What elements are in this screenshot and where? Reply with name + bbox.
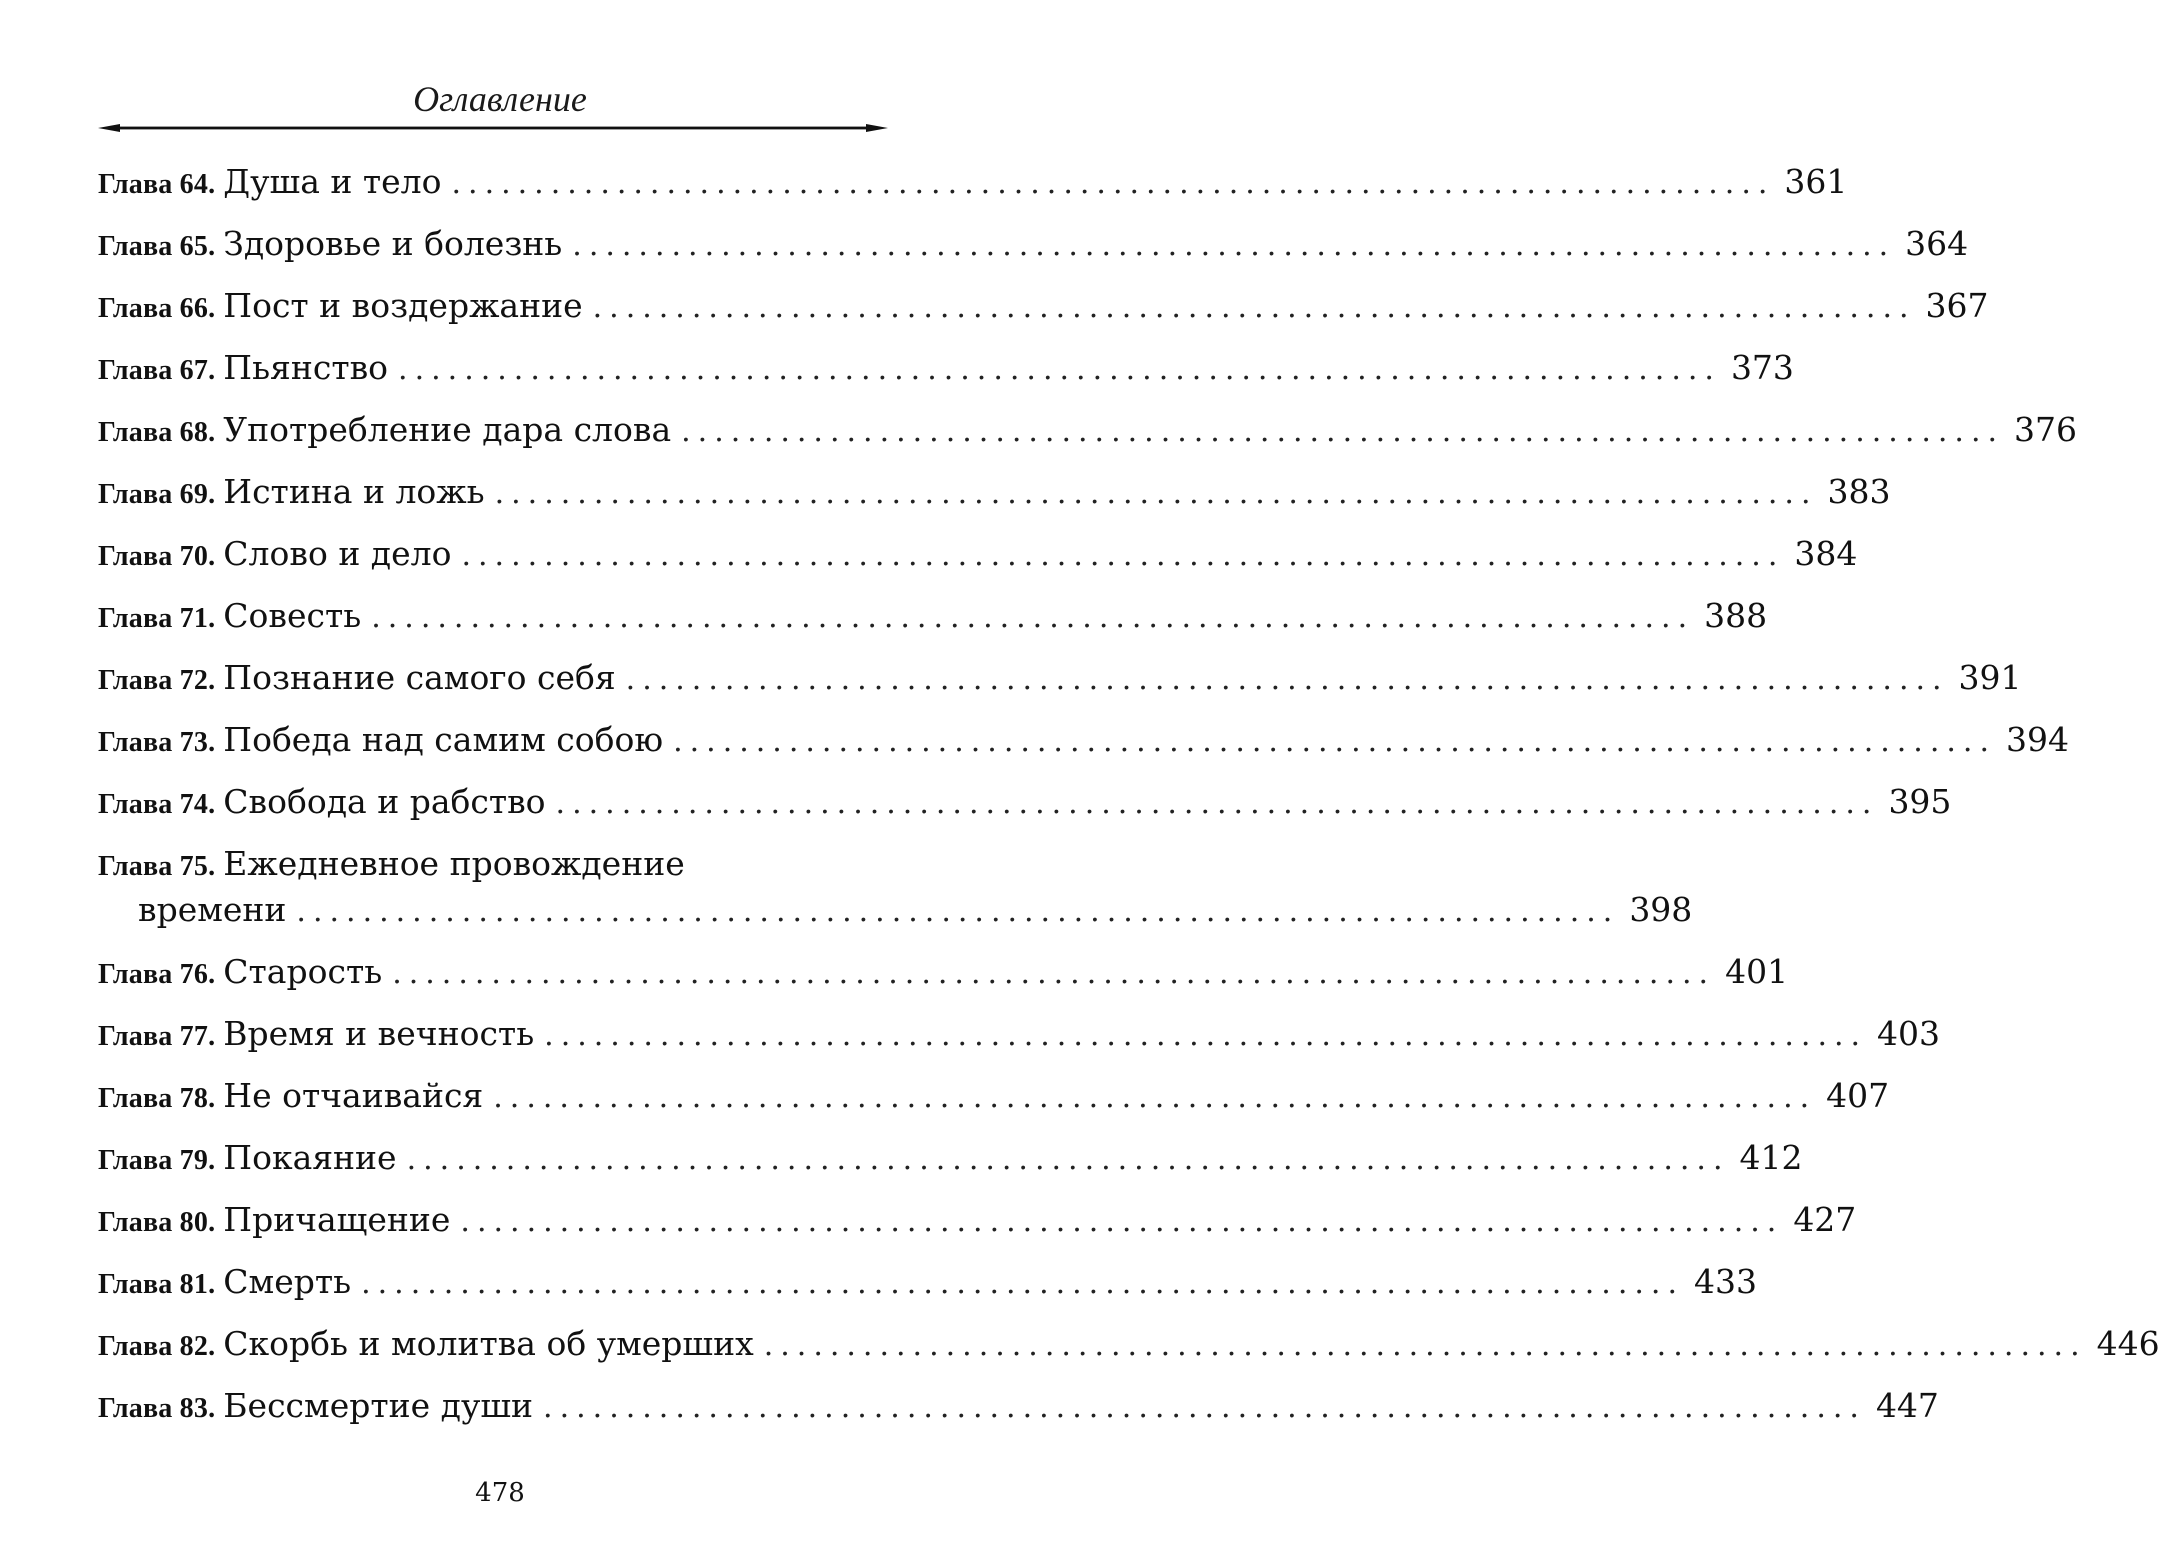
chapter-label: Глава 77. [98,1021,216,1052]
toc-entry [98,1324,2160,1386]
page-number: 478 [475,1478,525,1508]
chapter-label: Глава 72. [98,665,216,696]
page-ref: 395 [1888,782,1952,821]
dot-leader: ................................................................................ [361,1266,1684,1301]
dot-leader: ................................................................................ [544,1018,1868,1053]
page-ref: 384 [1794,534,1858,573]
page-ref: 361 [1784,162,1848,201]
page-ref: 394 [2005,720,2069,759]
chapter-title: Совесть [223,596,362,635]
dot-leader: ................................................................................ [494,476,1818,511]
page-ref: 388 [1704,596,1768,635]
toc-entry [98,844,1693,952]
dot-leader: ................................................................................ [392,956,1716,991]
chapter-title: Свобода и рабство [223,782,546,821]
toc-entry [98,224,1969,286]
toc-entry [98,410,2078,472]
toc-entry [98,348,1794,410]
chapter-label: Глава 73. [98,727,216,758]
dot-leader: ................................................................................ [398,352,1721,387]
chapter-label: Глава 71. [98,603,216,634]
chapter-label: Глава 75. [98,851,216,882]
chapter-label: Глава 78. [98,1083,216,1114]
page-ref: 398 [1629,890,1693,929]
dot-leader: ................................................................................ [681,414,2005,449]
toc-entry [98,720,2069,782]
toc-entry [98,162,1848,224]
page-ref: 403 [1877,1014,1941,1053]
dot-leader: ................................................................................ [296,894,1620,929]
dot-leader: ................................................................................ [406,1142,1730,1177]
chapter-title: Не отчаивайся [223,1076,484,1115]
dot-leader: ................................................................................ [461,538,1785,573]
running-header: Оглавление [413,79,587,119]
chapter-title: Истина и ложь [223,472,485,511]
page-ref: 433 [1693,1262,1757,1301]
chapter-title: Скорбь и молитва об умерших [223,1324,754,1363]
chapter-label: Глава 74. [98,789,216,820]
chapter-title: Смерть [223,1262,352,1301]
chapter-title: Пьянство [223,348,389,387]
dot-leader: ................................................................................ [555,786,1879,821]
chapter-title-continuation: времени [138,890,287,929]
toc-entry [98,1138,1803,1200]
dot-leader: ................................................................................ [673,724,1996,759]
page-ref: 447 [1875,1386,1939,1425]
chapter-title: Пост и воздержание [223,286,583,325]
toc-entry [98,286,1989,348]
chapter-title: Употребление дара слова [223,410,672,449]
dot-leader: ................................................................................ [493,1080,1817,1115]
page-ref: 391 [1958,658,2022,697]
toc-entry [98,1262,1757,1324]
page-ref: 376 [2014,410,2078,449]
toc-entry [98,534,1858,596]
chapter-title: Здоровье и болезнь [223,224,563,263]
chapter-label: Глава 68. [98,417,216,448]
page-ref: 412 [1739,1138,1803,1177]
table-of-contents [98,162,2160,1448]
chapter-title: Познание самого себя [223,658,616,697]
chapter-title: Старость [223,952,383,991]
chapter-title: Ежедневное провождение [223,844,685,883]
header-rule [98,118,888,138]
toc-entry [98,1386,1939,1448]
chapter-title: Победа над самим собою [223,720,664,759]
chapter-title: Слово и дело [223,534,452,573]
dot-leader: ................................................................................ [371,600,1695,635]
page-ref: 446 [2096,1324,2160,1363]
chapter-title: Время и вечность [223,1014,535,1053]
chapter-title: Душа и тело [223,162,442,201]
dot-leader: ................................................................................ [543,1390,1866,1425]
chapter-title: Причащение [223,1200,451,1239]
toc-entry [98,1076,1890,1138]
chapter-label: Глава 83. [98,1393,216,1424]
toc-entry [98,472,1891,534]
chapter-label: Глава 69. [98,479,216,510]
page-ref: 383 [1827,472,1891,511]
dot-leader: ................................................................................ [451,166,1775,201]
page-ref: 427 [1793,1200,1857,1239]
page-ref: 367 [1925,286,1989,325]
page-ref: 364 [1905,224,1969,263]
toc-entry [98,952,1789,1014]
chapter-label: Глава 81. [98,1269,216,1300]
toc-entry [98,1014,1941,1076]
chapter-label: Глава 64. [98,169,216,200]
chapter-label: Глава 70. [98,541,216,572]
chapter-label: Глава 65. [98,231,216,262]
chapter-title: Бессмертие души [223,1386,534,1425]
toc-entry [98,658,2022,720]
chapter-label: Глава 66. [98,293,216,324]
chapter-label: Глава 82. [98,1331,216,1362]
dot-leader: ................................................................................ [460,1204,1784,1239]
dot-leader: ................................................................................ [572,228,1896,263]
chapter-label: Глава 67. [98,355,216,386]
toc-entry [98,596,1768,658]
chapter-label: Глава 80. [98,1207,216,1238]
dot-leader: ................................................................................ [625,662,1949,697]
toc-entry [98,1200,1857,1262]
page-ref: 373 [1730,348,1794,387]
chapter-label: Глава 79. [98,1145,216,1176]
chapter-title: Покаяние [223,1138,397,1177]
chapter-label: Глава 76. [98,959,216,990]
toc-entry [98,782,1952,844]
dot-leader: ................................................................................ [592,290,1916,325]
dot-leader: ................................................................................ [763,1328,2087,1363]
page-ref: 401 [1725,952,1789,991]
page-ref: 407 [1826,1076,1890,1115]
